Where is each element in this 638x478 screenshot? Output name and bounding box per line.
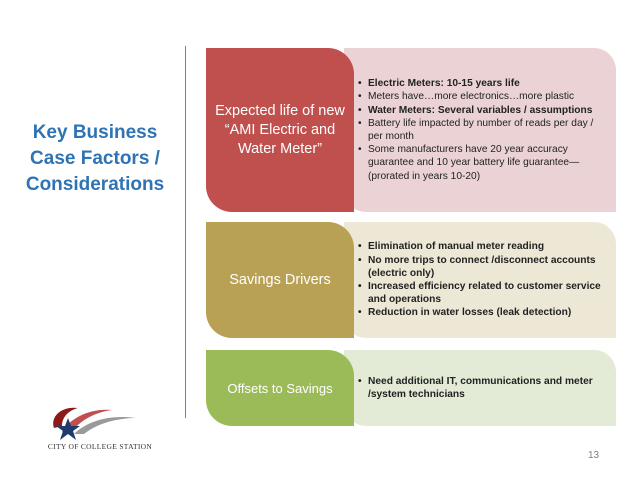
factor-details <box>344 48 616 212</box>
factor-row-expected-life <box>206 48 616 212</box>
slide-title <box>10 120 180 198</box>
bullet-item: • Some manufacturers have 20 year accuracy guarantee and 10 year battery life guarantee—(prorated in years 10-20) <box>358 143 606 183</box>
divider-line <box>185 46 186 418</box>
factor-details <box>344 350 616 426</box>
factor-label: Expected life of new “AMI Electric and Water Meter” <box>206 48 354 212</box>
bullet-item: • No more trips to connect /disconnect accounts (electric only) <box>358 254 606 280</box>
factor-label: Offsets to Savings <box>206 350 354 426</box>
page-number: 13 <box>588 450 600 461</box>
city-logo-icon <box>40 398 160 444</box>
bullet-item: • Need additional IT, communications and meter /system technicians <box>358 375 606 401</box>
bullet-list <box>358 240 606 319</box>
bullet-list <box>358 77 606 183</box>
bullet-item: • Battery life impacted by number of reads per day / per month <box>358 117 606 143</box>
bullet-item: • Increased efficiency related to customer service and operations <box>358 280 606 306</box>
city-logo <box>40 398 160 460</box>
logo-text: CITY OF COLLEGE STATION <box>47 442 153 451</box>
factor-row-savings-drivers <box>206 222 616 338</box>
factor-label: Savings Drivers <box>206 222 354 338</box>
title-line: Considerations <box>25 174 165 195</box>
bullet-item: • Elimination of manual meter reading <box>358 240 606 253</box>
bullet-item: • Electric Meters: 10-15 years life <box>358 77 606 90</box>
bullet-item: • Meters have…more electronics…more plastic <box>358 90 606 103</box>
factor-row-offsets <box>206 350 616 426</box>
factor-details <box>344 222 616 338</box>
title-line: Case Factors / <box>30 148 160 169</box>
bullet-item: • Reduction in water losses (leak detection) <box>358 306 606 319</box>
title-line: Key Business <box>32 122 158 143</box>
bullet-item: • Water Meters: Several variables / assumptions <box>358 104 606 117</box>
bullet-list <box>358 375 606 401</box>
